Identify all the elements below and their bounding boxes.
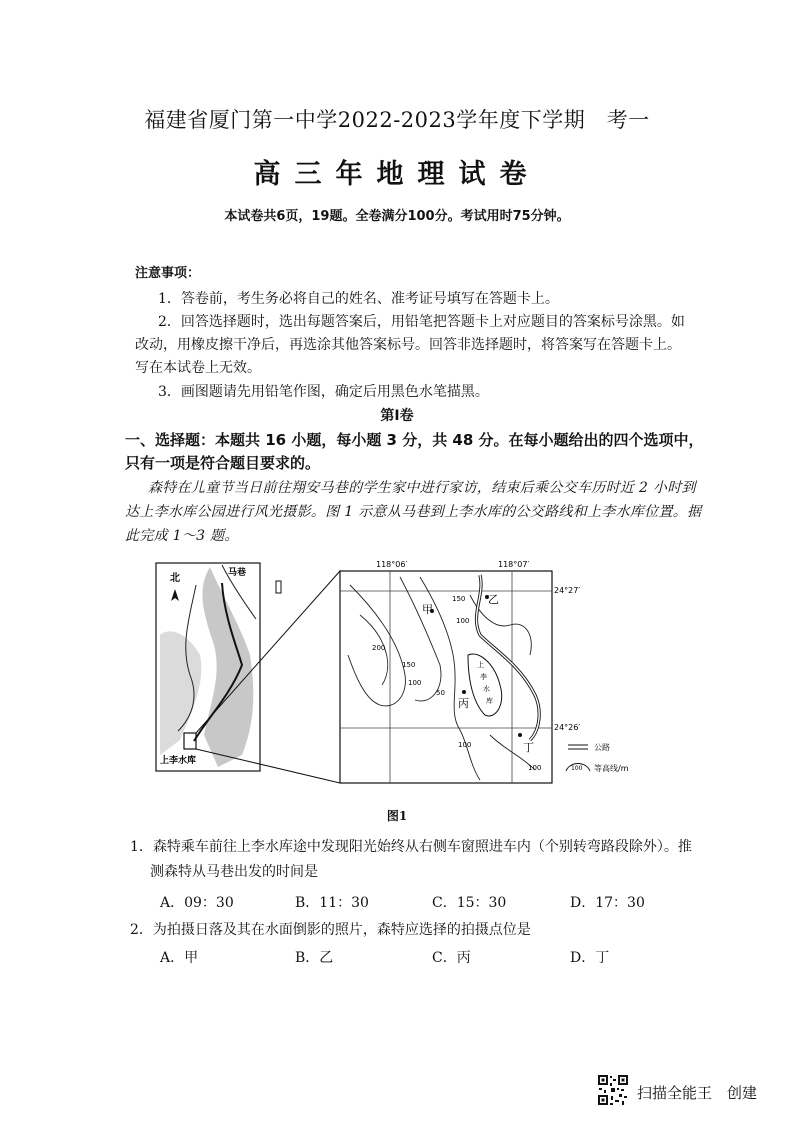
notice-line-3: 3．画图题请先用铅笔作图，确定后用黑色水笔描黑。 [158,384,489,400]
contour-label: 100 [528,764,542,772]
notice-line-2a: 2．回答选择题时，选出每题答案后，用铅笔把答题卡上对应题目的答案标号涂黑。如 [158,314,685,330]
lon-label-1: 118°06′ [376,560,408,569]
qr-code-icon [597,1074,629,1106]
q1-option-b: B．11：30 [295,895,369,911]
contour-label: 150 [402,661,416,669]
contour-label: 50 [436,689,445,697]
reservoir-label-2: 李 [480,673,487,681]
reservoir-label-3: 水 [483,685,490,693]
q1-stem-b: 测森特从马巷出发的时间是 [150,864,318,880]
legend-contour-value: 100 [571,765,583,772]
maxiang-marker [276,581,281,593]
point-bing-label: 丙 [458,697,469,710]
passage-line-2: 达上李水库公园进行风光摄影。图 1 示意从马巷到上李水库的公交路线和上李水库位置。据 [125,504,702,520]
volume-title: 第Ⅰ卷 [380,408,414,424]
scanner-watermark: 扫描全能王 创建 [637,1084,758,1102]
lat-label-2: 24°26′ [554,723,581,732]
notice-line-1: 1．答卷前，考生务必将自己的姓名、准考证号填写在答题卡上。 [158,291,559,307]
exam-info: 本试卷共6页，19题。全卷满分100分。考试用时75分钟。 [224,209,570,224]
contour-label: 100 [458,741,472,749]
q2-option-a: A．甲 [160,950,199,966]
q2-stem: 2．为拍摄日落及其在水面倒影的照片，森特应选择的拍摄点位是 [130,922,531,938]
contour-label: 200 [372,644,386,652]
contour-label: 100 [456,617,470,625]
q1-option-a: A．09：30 [160,895,234,911]
point-yi-label: 乙 [488,593,499,606]
point-jia-label: 甲 [422,603,433,616]
notice-line-2c: 写在本试卷上无效。 [135,360,261,376]
exam-title: 福建省厦门第一中学2022-2023学年度下学期 考一 [144,108,650,132]
q1-option-c: C．15：30 [432,895,507,911]
reservoir-label-1: 上 [477,661,484,669]
passage-line-1: 森特在儿童节当日前往翔安马巷的学生家中进行家访，结束后乘公交车历时近 2 小时到 [148,480,696,496]
notice-heading: 注意事项： [135,266,201,281]
inset-map [156,563,281,771]
section-heading-a: 一、选择题：本题共 16 小题，每小题 3 分，共 48 分。在每小题给出的四个选项中， [125,431,704,449]
point-bing-marker [462,690,466,694]
notice-line-2b: 改动，用橡皮擦干净后，再选涂其他答案标号。回答非选择题时，将答案写在答题卡上。 [135,337,681,353]
q1-stem-a: 1．森特乘车前往上李水库途中发现阳光始终从右侧车窗照进车内（个别转弯路段除外）。推 [130,839,692,855]
reservoir-label-4: 库 [486,697,493,705]
q1-option-d: D．17：30 [570,895,645,911]
figure-1-map [150,555,670,801]
passage-line-3: 此完成 1～3 题。 [125,528,239,544]
figure-caption: 图1 [386,809,408,823]
lon-label-2: 118°07′ [498,560,530,569]
north-label: 北 [170,573,180,584]
detail-frame [340,571,552,783]
q2-option-d: D．丁 [570,950,610,966]
legend-road-label: 公路 [594,743,610,752]
point-ding-marker [518,733,522,737]
detail-map [340,560,580,783]
lat-label-1: 24°27′ [554,586,581,595]
contour-label: 100 [408,679,422,687]
q2-option-b: B．乙 [295,950,334,966]
map-legend [566,742,629,773]
legend-contour-label: 等高线/m [594,764,629,773]
maxiang-label: 马巷 [228,568,247,578]
contour-label: 150 [452,595,466,603]
exam-subtitle: 高三年地理试卷 [253,159,541,190]
q2-option-c: C．丙 [432,950,471,966]
section-heading-b: 只有一项是符合题目要求的。 [125,454,321,472]
shangli-label: 上李水库 [160,756,197,766]
point-ding-label: 丁 [523,741,534,754]
